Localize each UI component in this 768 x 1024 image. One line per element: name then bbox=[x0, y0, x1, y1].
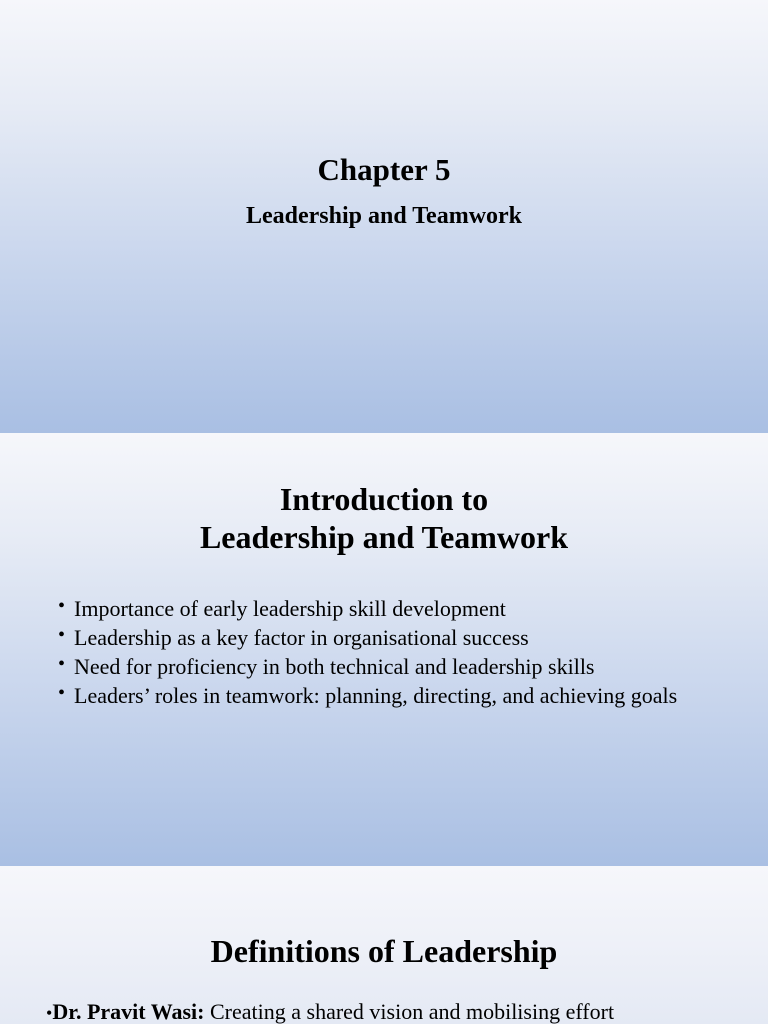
bullet-item bbox=[58, 623, 677, 652]
introduction-title-line-2: Leadership and Teamwork bbox=[199, 519, 569, 555]
bullet-icon: • bbox=[58, 682, 66, 704]
bullet-item bbox=[58, 594, 677, 623]
bullet-item bbox=[58, 681, 677, 710]
slide-definitions bbox=[0, 866, 768, 1024]
chapter-subtitle: Leadership and Teamwork bbox=[245, 203, 523, 229]
slide-introduction bbox=[0, 433, 768, 866]
introduction-title-line-1: Introduction to bbox=[279, 481, 489, 517]
bullet-icon: • bbox=[58, 624, 66, 646]
definition-author: Dr. Pravit Wasi: bbox=[52, 999, 205, 1024]
bullet-icon: • bbox=[58, 595, 66, 617]
introduction-title bbox=[0, 480, 768, 556]
definitions-title: Definitions of Leadership bbox=[210, 933, 558, 969]
bullet-item bbox=[58, 652, 677, 681]
definition-item bbox=[46, 998, 614, 1024]
bullet-text: Leaders’ roles in teamwork: planning, directing, and achieving goals bbox=[74, 683, 678, 708]
introduction-bullet-list bbox=[58, 594, 677, 710]
bullet-icon: • bbox=[58, 653, 66, 675]
bullet-text: Leadership as a key factor in organisational success bbox=[74, 625, 529, 650]
bullet-icon: • bbox=[46, 1003, 53, 1023]
slide-chapter-title bbox=[0, 0, 768, 433]
chapter-title: Chapter 5 bbox=[317, 152, 451, 187]
bullet-text: Need for proficiency in both technical and leadership skills bbox=[74, 654, 595, 679]
definition-text: Creating a shared vision and mobilising effort bbox=[204, 999, 615, 1024]
bullet-text: Importance of early leadership skill development bbox=[74, 596, 506, 621]
